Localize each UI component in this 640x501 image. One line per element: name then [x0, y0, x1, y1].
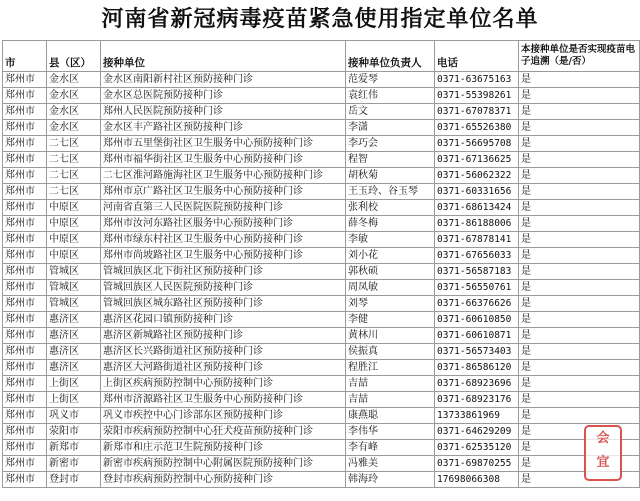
cell-district: 二七区: [47, 184, 101, 200]
cell-contact: 王玉玲、谷玉琴: [346, 184, 435, 200]
cell-district: 巩义市: [47, 408, 101, 424]
table-row: [3, 408, 640, 424]
cell-unit: 二七区淮河路施海社区卫生服务中心预防接种门诊: [101, 168, 346, 184]
cell-tracing: 是: [519, 408, 640, 424]
cell-tracing: 是: [519, 344, 640, 360]
cell-district: 新密市: [47, 456, 101, 472]
cell-tracing: 是: [519, 296, 640, 312]
header-unit: 接种单位: [101, 41, 346, 72]
cell-phone: 0371-86586120: [435, 360, 519, 376]
cell-contact: 李有峰: [346, 440, 435, 456]
cell-phone: 17698066308: [435, 472, 519, 488]
cell-unit: 郑州市汝河东路社区服务中心预防接种门诊: [101, 216, 346, 232]
cell-tracing: 是: [519, 312, 640, 328]
stamp-logo-text: 会 宜: [596, 431, 610, 470]
cell-unit: 新密市疾病预防控制中心附属医院预防接种门诊: [101, 456, 346, 472]
cell-city: 郑州市: [3, 344, 47, 360]
cell-city: 郑州市: [3, 264, 47, 280]
cell-phone: 0371-67136625: [435, 152, 519, 168]
cell-district: 惠济区: [47, 360, 101, 376]
cell-unit: 管城回族区人民医院预防接种门诊: [101, 280, 346, 296]
cell-city: 郑州市: [3, 312, 47, 328]
cell-district: 惠济区: [47, 344, 101, 360]
cell-phone: 0371-63675163: [435, 72, 519, 88]
cell-district: 金水区: [47, 72, 101, 88]
cell-phone: 0371-56695708: [435, 136, 519, 152]
cell-district: 金水区: [47, 120, 101, 136]
cell-contact: 黄林川: [346, 328, 435, 344]
cell-tracing: 是: [519, 280, 640, 296]
cell-unit: 郑州市绿东村社区卫生服务中心预防接种门诊: [101, 232, 346, 248]
cell-unit: 上街区疾病预防控制中心预防接种门诊: [101, 376, 346, 392]
cell-contact: 郭秋硕: [346, 264, 435, 280]
cell-phone: 13733861969: [435, 408, 519, 424]
cell-city: 郑州市: [3, 248, 47, 264]
cell-contact: 程胜江: [346, 360, 435, 376]
table-row: [3, 248, 640, 264]
table-row: [3, 136, 640, 152]
cell-unit: 郑州人民医院预防接种门诊: [101, 104, 346, 120]
cell-district: 中原区: [47, 200, 101, 216]
cell-unit: 管城回族区城东路社区预防接种门诊: [101, 296, 346, 312]
table-row: [3, 456, 640, 472]
cell-contact: 李健: [346, 312, 435, 328]
cell-contact: 周凤敏: [346, 280, 435, 296]
cell-tracing: 是: [519, 104, 640, 120]
cell-tracing: 是: [519, 232, 640, 248]
cell-contact: 刘琴: [346, 296, 435, 312]
cell-district: 荥阳市: [47, 424, 101, 440]
cell-city: 郑州市: [3, 104, 47, 120]
cell-phone: 0371-56062322: [435, 168, 519, 184]
cell-district: 二七区: [47, 152, 101, 168]
cell-phone: 0371-65526380: [435, 120, 519, 136]
cell-phone: 0371-67878141: [435, 232, 519, 248]
cell-contact: 吉喆: [346, 392, 435, 408]
cell-phone: 0371-64629209: [435, 424, 519, 440]
cell-contact: 侯振真: [346, 344, 435, 360]
cell-city: 郑州市: [3, 200, 47, 216]
cell-phone: 0371-68923176: [435, 392, 519, 408]
header-district: 县（区）: [47, 41, 101, 72]
cell-city: 郑州市: [3, 216, 47, 232]
cell-city: 郑州市: [3, 120, 47, 136]
cell-tracing: 是: [519, 376, 640, 392]
cell-unit: 惠济区花园口镇预防接种门诊: [101, 312, 346, 328]
table-row: [3, 472, 640, 488]
table-row: [3, 104, 640, 120]
cell-city: 郑州市: [3, 136, 47, 152]
cell-tracing: 是: [519, 88, 640, 104]
cell-city: 郑州市: [3, 280, 47, 296]
cell-city: 郑州市: [3, 440, 47, 456]
cell-tracing: 是: [519, 264, 640, 280]
page-title: 河南省新冠病毒疫苗紧急使用指定单位名单: [101, 7, 539, 32]
cell-district: 金水区: [47, 104, 101, 120]
cell-tracing: 是: [519, 360, 640, 376]
cell-city: 郑州市: [3, 184, 47, 200]
cell-district: 二七区: [47, 168, 101, 184]
cell-district: 二七区: [47, 136, 101, 152]
cell-tracing: 是: [519, 472, 640, 488]
table-header-row: [3, 41, 640, 72]
table-row: [3, 264, 640, 280]
cell-contact: 李伟华: [346, 424, 435, 440]
cell-phone: 0371-60331656: [435, 184, 519, 200]
header-tracing: 本接种单位是否实现疫苗电子追溯（是/否）: [519, 41, 640, 72]
cell-phone: 0371-56573403: [435, 344, 519, 360]
cell-tracing: 是: [519, 392, 640, 408]
cell-unit: 惠济区大河路街道社区预防接种门诊: [101, 360, 346, 376]
cell-unit: 惠济区长兴路街道社区预防接种门诊: [101, 344, 346, 360]
cell-unit: 郑州市尚坡路社区卫生服务中心预防接种门诊: [101, 248, 346, 264]
cell-tracing: 是: [519, 168, 640, 184]
cell-unit: 河南省直第三人民医院医院预防接种门诊: [101, 200, 346, 216]
cell-contact: 程智: [346, 152, 435, 168]
table-row: [3, 360, 640, 376]
cell-tracing: 是: [519, 152, 640, 168]
cell-district: 管城区: [47, 264, 101, 280]
cell-contact: 冯雅美: [346, 456, 435, 472]
cell-contact: 袁红伟: [346, 88, 435, 104]
cell-contact: 李巧会: [346, 136, 435, 152]
table-row: [3, 120, 640, 136]
cell-city: 郑州市: [3, 424, 47, 440]
cell-city: 郑州市: [3, 360, 47, 376]
cell-contact: 岳文: [346, 104, 435, 120]
table-row: [3, 232, 640, 248]
header-contact: 接种单位负责人: [346, 41, 435, 72]
table-row: [3, 296, 640, 312]
cell-unit: 巩义市疾控中心门诊部东区预防接种门诊: [101, 408, 346, 424]
cell-contact: 康燕聪: [346, 408, 435, 424]
cell-phone: 0371-69870255: [435, 456, 519, 472]
table-row: [3, 152, 640, 168]
cell-contact: 胡秋菊: [346, 168, 435, 184]
cell-district: 登封市: [47, 472, 101, 488]
cell-district: 管城区: [47, 280, 101, 296]
cell-contact: 范爱琴: [346, 72, 435, 88]
table-row: [3, 280, 640, 296]
cell-city: 郑州市: [3, 72, 47, 88]
table-row: [3, 168, 640, 184]
cell-phone: 0371-67656033: [435, 248, 519, 264]
cell-phone: 0371-68613424: [435, 200, 519, 216]
cell-unit: 郑州市京广路社区卫生服务中心预防接种门诊: [101, 184, 346, 200]
cell-phone: 0371-55398261: [435, 88, 519, 104]
cell-city: 郑州市: [3, 392, 47, 408]
cell-phone: 0371-66376626: [435, 296, 519, 312]
cell-tracing: 是: [519, 328, 640, 344]
cell-district: 惠济区: [47, 312, 101, 328]
cell-phone: 0371-68923696: [435, 376, 519, 392]
cell-unit: 登封市疾病预防控制中心预防接种门诊: [101, 472, 346, 488]
cell-contact: 薛冬梅: [346, 216, 435, 232]
header-city: 市: [3, 41, 47, 72]
cell-tracing: 是: [519, 200, 640, 216]
table-row: [3, 88, 640, 104]
cell-city: 郑州市: [3, 376, 47, 392]
cell-district: 中原区: [47, 216, 101, 232]
cell-city: 郑州市: [3, 328, 47, 344]
table-row: [3, 312, 640, 328]
cell-district: 新郑市: [47, 440, 101, 456]
cell-city: 郑州市: [3, 152, 47, 168]
table-row: [3, 200, 640, 216]
cell-contact: 刘小花: [346, 248, 435, 264]
cell-tracing: 是: [519, 216, 640, 232]
cell-unit: 金水区南阳新村社区预防接种门诊: [101, 72, 346, 88]
cell-tracing: 是: [519, 248, 640, 264]
cell-tracing: 是: [519, 184, 640, 200]
cell-district: 上街区: [47, 376, 101, 392]
cell-phone: 0371-62535120: [435, 440, 519, 456]
cell-unit: 郑州市福华街社区卫生服务中心预防接种门诊: [101, 152, 346, 168]
cell-contact: 吉喆: [346, 376, 435, 392]
cell-tracing: 是: [519, 456, 640, 472]
cell-unit: 荥阳市疾病预防控制中心狂犬疫苗预防接种门诊: [101, 424, 346, 440]
cell-unit: 金水区丰产路社区预防接种门诊: [101, 120, 346, 136]
cell-unit: 郑州市济源路社区卫生服务中心预防接种门诊: [101, 392, 346, 408]
cell-city: 郑州市: [3, 88, 47, 104]
cell-phone: 0371-56587183: [435, 264, 519, 280]
cell-contact: 张利校: [346, 200, 435, 216]
table-row: [3, 216, 640, 232]
cell-unit: 金水区总医院预防接种门诊: [101, 88, 346, 104]
cell-contact: 李敏: [346, 232, 435, 248]
cell-city: 郑州市: [3, 168, 47, 184]
cell-district: 惠济区: [47, 328, 101, 344]
cell-city: 郑州市: [3, 456, 47, 472]
cell-district: 中原区: [47, 248, 101, 264]
cell-city: 郑州市: [3, 232, 47, 248]
cell-contact: 李潇: [346, 120, 435, 136]
stamp-logo: [584, 425, 622, 481]
cell-district: 管城区: [47, 296, 101, 312]
cell-tracing: 是: [519, 424, 640, 440]
table-row: [3, 392, 640, 408]
cell-district: 中原区: [47, 232, 101, 248]
vaccination-unit-table: [2, 40, 640, 488]
table-row: [3, 184, 640, 200]
cell-tracing: 是: [519, 72, 640, 88]
cell-unit: 郑州市五里堡街社区卫生服务中心预防接种门诊: [101, 136, 346, 152]
cell-phone: 0371-60610871: [435, 328, 519, 344]
table-row: [3, 344, 640, 360]
cell-phone: 0371-60610850: [435, 312, 519, 328]
cell-tracing: 是: [519, 120, 640, 136]
header-phone: 电话: [435, 41, 519, 72]
table-row: [3, 328, 640, 344]
cell-phone: 0371-56550761: [435, 280, 519, 296]
cell-unit: 管城回族区北下街社区预防接种门诊: [101, 264, 346, 280]
table-row: [3, 376, 640, 392]
cell-city: 郑州市: [3, 296, 47, 312]
cell-tracing: 是: [519, 136, 640, 152]
cell-unit: 惠济区新城路社区预防接种门诊: [101, 328, 346, 344]
cell-phone: 0371-86188006: [435, 216, 519, 232]
table-row: [3, 72, 640, 88]
cell-contact: 韩海玲: [346, 472, 435, 488]
cell-unit: 新郑市和庄示范卫生院预防接种门诊: [101, 440, 346, 456]
table-row: [3, 440, 640, 456]
cell-city: 郑州市: [3, 472, 47, 488]
cell-phone: 0371-67078371: [435, 104, 519, 120]
cell-city: 郑州市: [3, 408, 47, 424]
table-row: [3, 424, 640, 440]
cell-district: 金水区: [47, 88, 101, 104]
cell-tracing: 是: [519, 440, 640, 456]
cell-district: 上街区: [47, 392, 101, 408]
